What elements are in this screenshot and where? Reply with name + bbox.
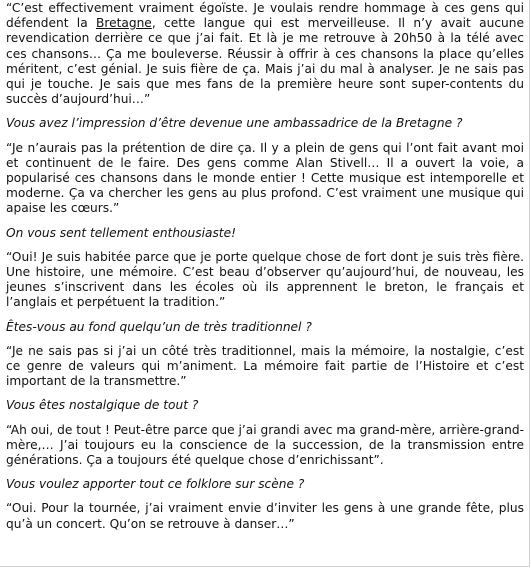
question-paragraph: Vous avez l’impression d’être devenue une ambassadrice de la Bretagne ? bbox=[6, 116, 463, 131]
bretagne-link[interactable]: Bretagne bbox=[96, 16, 152, 31]
interview-text bbox=[6, 1, 524, 541]
answer-paragraph: “Oui! Je suis habitée parce que je porte quelque chose de fort dont je suis très fière. Une histoire, une mémoire. C’est beau d’observer qu’aujourd’hui, de nouveau, les jeunes s’inscrivent dans les écoles où ils apprennent le breton, le français et l’anglais et perpétuent la tradition.” bbox=[6, 249, 524, 310]
question-paragraph: On vous sent tellement enthousiaste! bbox=[6, 225, 236, 240]
question-paragraph: Vous êtes nostalgique de tout ? bbox=[6, 398, 199, 413]
answer-paragraph: “Je ne sais pas si j’ai un côté très traditionnel, mais la mémoire, la nostalgie, c’est ce genre de valeurs qui m’animent. La mémoire fait partie de l’Histoire et c’est important de la transmettre.” bbox=[6, 343, 524, 389]
question-paragraph: Vous voulez apporter tout ce folklore sur scène ? bbox=[6, 477, 305, 492]
answer-paragraph bbox=[6, 1, 524, 107]
answer-text-before-link: “C’est effectivement vraiment égoïste. Je voulais rendre hommage à ces gens qui défendent la bbox=[6, 1, 524, 31]
answer-paragraph: “Je n’aurais pas la prétention de dire ça. Il y a plein de gens qui l’ont fait avant moi et continuent de le faire. Des gens comme Alan Stivell… Il a ouvert la voie, a popularisé ces chansons dans le monde entier ! Cette musique est intemporelle et moderne. Ça va chercher les gens au plus profond. C’est vraiment une musique qui apaise les cœurs.” bbox=[6, 140, 524, 216]
answer-paragraph: “Ah oui, de tout ! Peut-être parce que j’ai grandi avec ma grand-mère, arrière-grand-mère,… J’ai toujours eu la conscience de la succession, de la transmission entre générations. Ça a toujours été quelque chose d’enrichissant”. bbox=[6, 422, 524, 468]
question-paragraph: Êtes-vous au fond quelqu’un de très traditionnel ? bbox=[6, 319, 312, 334]
answer-text-after-link: , cette langue qui est merveilleuse. Il n’y avait aucune revendication derrière ce que j’ai fait. Et là je me retrouve à 20h50 à la télé avec ces chansons… Ça me bouleverse. Réussir à offrir à ces chansons la place qu’elles méritent, c’est génial. Je suis fière de ça. Mais j’ai du mal à analyser. Je ne sais pas qui je touche. Je sais que mes fans de la première heure sont super-contents du succès d’aujourd’hui…” bbox=[6, 16, 524, 107]
answer-paragraph: “Oui. Pour la tournée, j’ai vraiment envie d’inviter les gens à une grande fête, plus qu’à un concert. Qu’on se retrouve à danser…” bbox=[6, 501, 524, 531]
